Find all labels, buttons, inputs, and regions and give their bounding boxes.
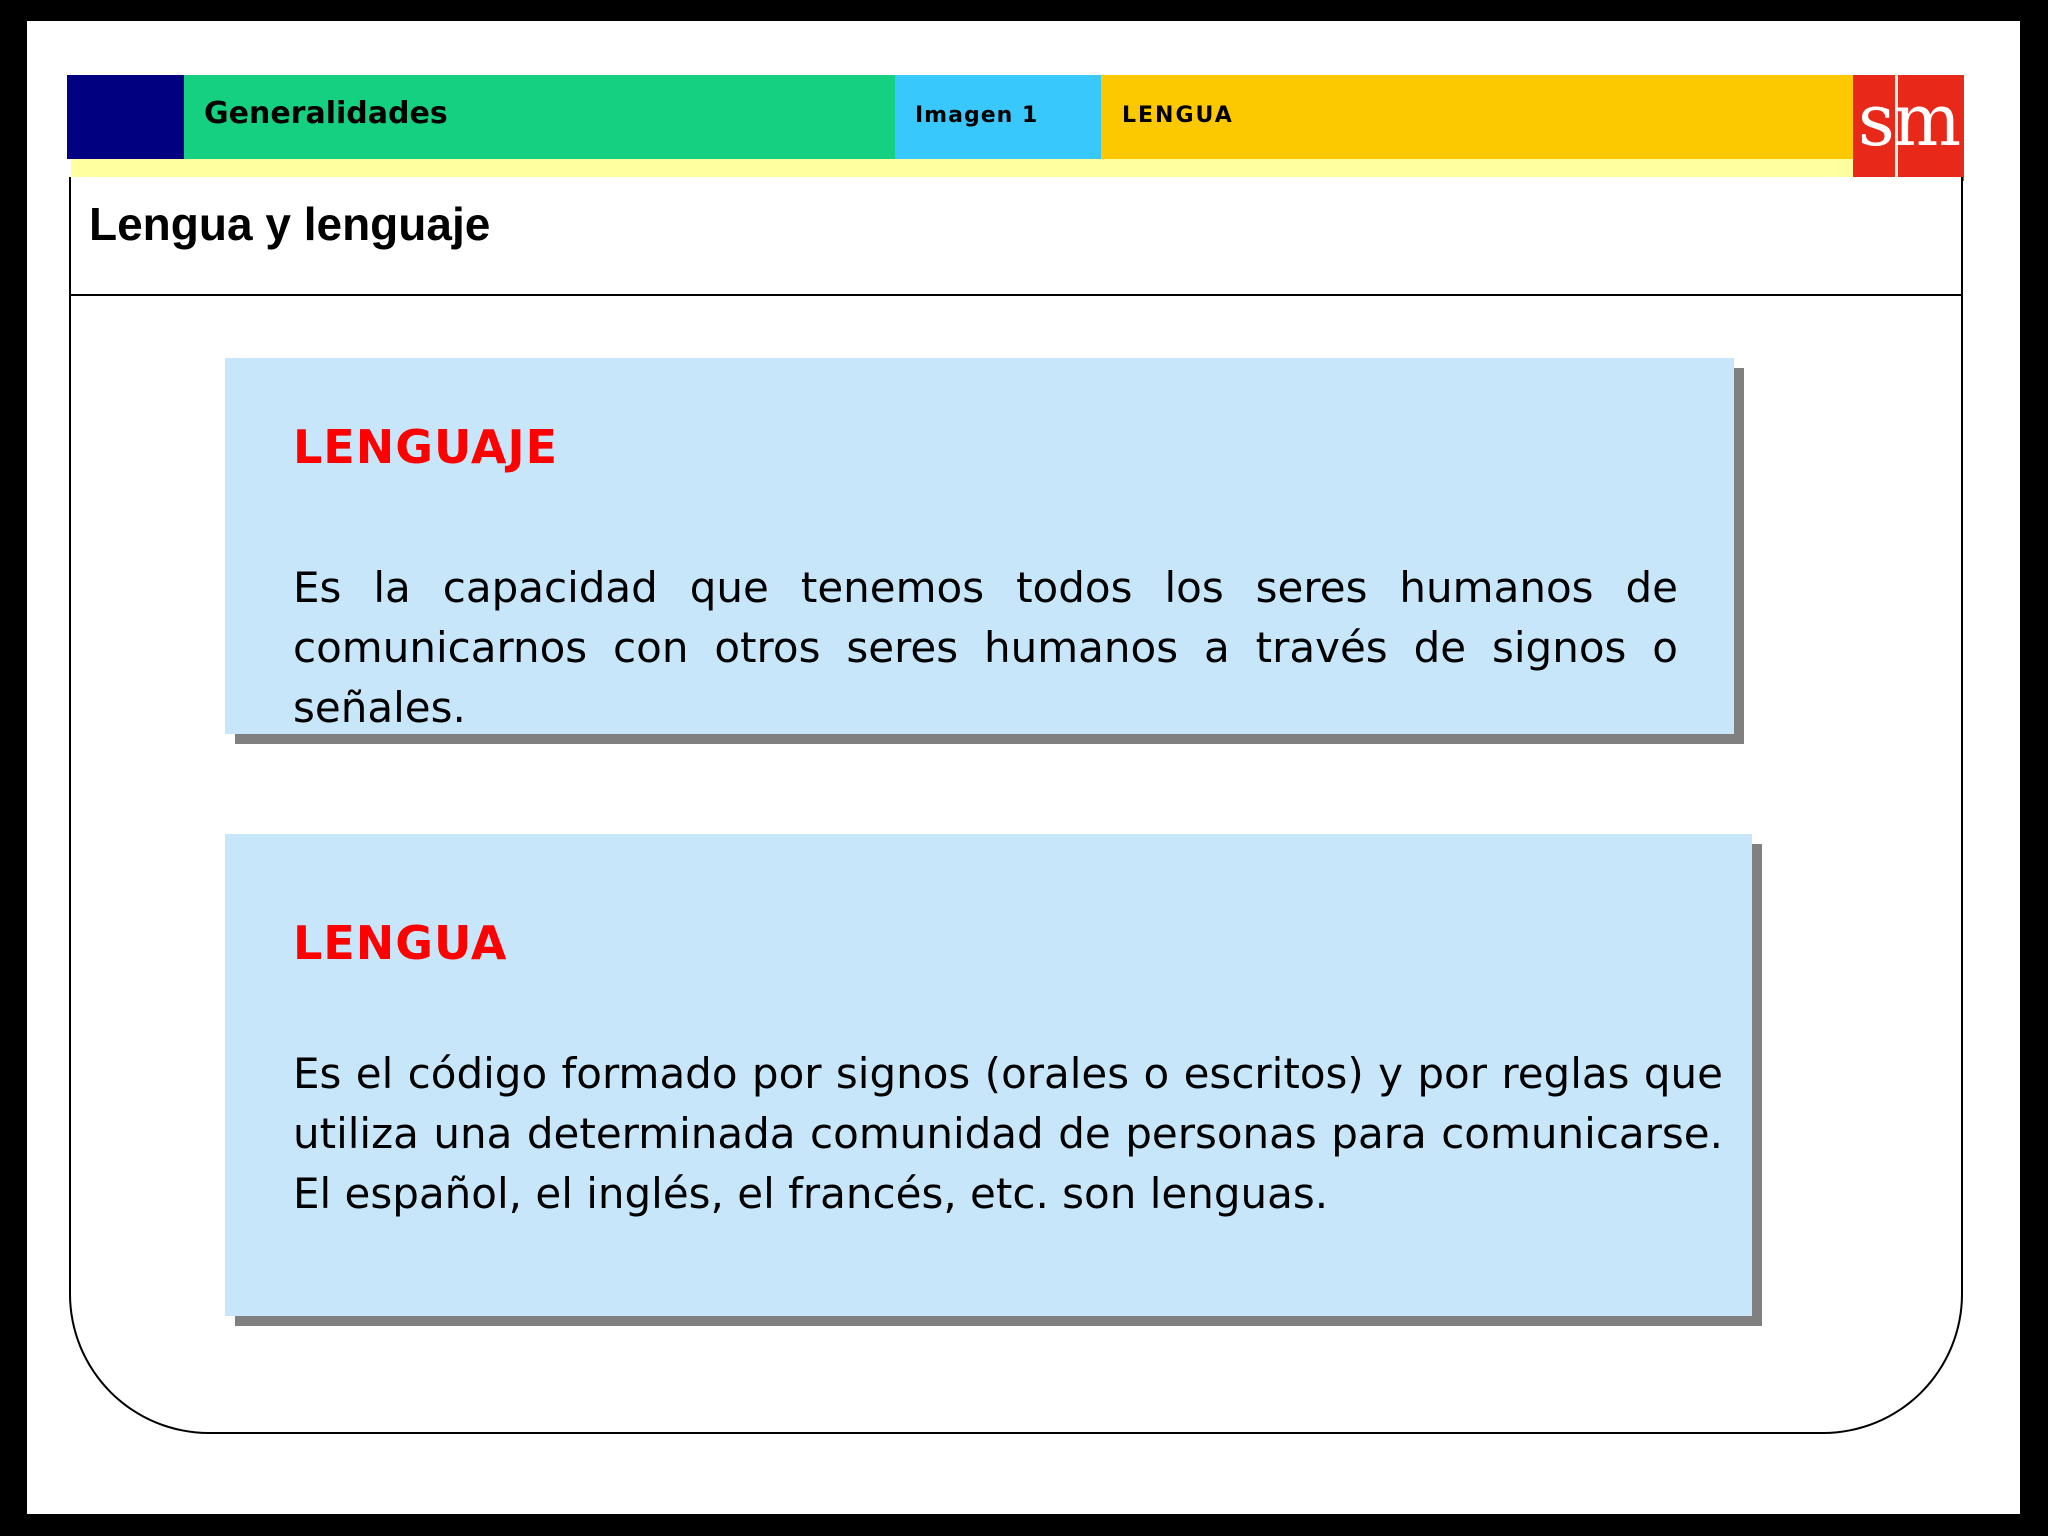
definition-text: Es el código formado por signos (orales o escritos) y por reglas que utiliza una determinada comunidad de personas para comunicarse. El español, el inglés, el francés, etc. son lenguas. [293,1049,1723,1218]
section-label: Generalidades [204,96,448,131]
header-navy-block [67,75,185,159]
page-title: Lengua y lenguaje [89,198,491,250]
subject-label: LENGUA [1122,103,1234,128]
definition-text: Es la capacidad que tenemos todos los seres humanos de comunicarnos con otros seres humanos a través de signos o señales. [293,563,1678,732]
definition-heading: LENGUAJE [293,420,559,474]
sm-logo [1853,75,1964,181]
slide [27,21,2020,1514]
definition-box-lenguaje [225,358,1734,734]
logo-text: sm [1857,78,1960,162]
definition-box-lengua [225,834,1752,1316]
title-divider [69,294,1963,296]
header-strip [71,159,1861,179]
definition-heading: LENGUA [293,916,508,970]
image-label: Imagen 1 [915,103,1039,128]
